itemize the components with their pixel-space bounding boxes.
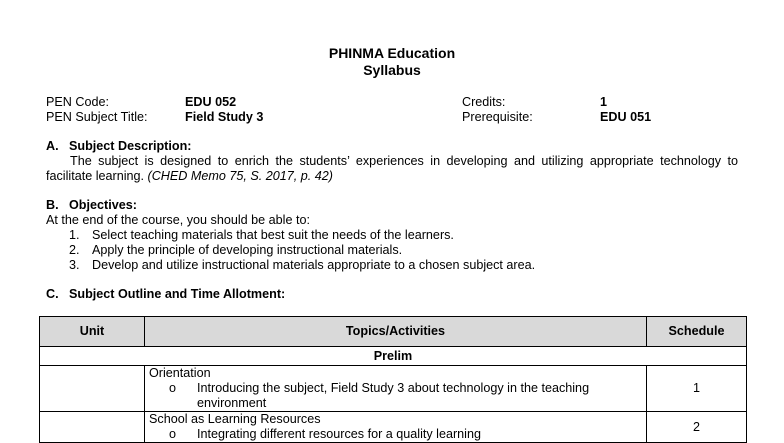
section-a-heading: Subject Description: — [69, 139, 192, 153]
table-header-row — [40, 317, 747, 347]
subject-title-label: PEN Subject Title: — [46, 110, 148, 124]
credits-value: 1 — [600, 95, 608, 109]
bullet-marker: o — [169, 381, 177, 395]
document-type-title: Syllabus — [363, 62, 421, 78]
schedule-cell: 2 — [647, 412, 747, 443]
section-b-heading: Objectives: — [69, 198, 137, 212]
objective-number: 1. — [69, 228, 80, 242]
objective-text: Select teaching materials that best suit the needs of the learners. — [92, 228, 454, 242]
credits-label: Credits: — [462, 95, 506, 109]
section-c-letter: C. — [46, 287, 59, 301]
objective-text: Apply the principle of developing instructional materials. — [92, 243, 403, 257]
schedule-column-header: Schedule — [647, 317, 747, 347]
prerequisite-value: EDU 051 — [600, 110, 652, 124]
unit-cell — [40, 366, 145, 412]
table-row — [40, 366, 747, 412]
topic-bullet-text: Integrating different resources for a quality learning — [197, 427, 481, 441]
topics-cell — [145, 366, 647, 412]
topic-bullet-text: Introducing the subject, Field Study 3 about technology in the teaching environment — [197, 381, 590, 410]
section-a-letter: A. — [46, 139, 59, 153]
topic-bullet — [145, 427, 646, 442]
section-c-heading: Subject Outline and Time Allotment: — [69, 287, 286, 301]
subject-title-value: Field Study 3 — [185, 110, 264, 124]
topic-title: School as Learning Resources — [149, 412, 321, 426]
section-b-letter: B. — [46, 198, 59, 212]
topic-bullet — [145, 381, 646, 411]
topics-column-header: Topics/Activities — [145, 317, 647, 347]
term-row — [40, 347, 747, 366]
document-org-title: PHINMA Education — [328, 45, 456, 61]
topics-cell — [145, 412, 647, 443]
objective-number: 3. — [69, 258, 80, 272]
unit-cell — [40, 412, 145, 443]
bullet-marker: o — [169, 427, 177, 441]
subject-description-citation: (CHED Memo 75, S. 2017, p. 42) — [147, 169, 334, 183]
objective-number: 2. — [69, 243, 80, 257]
schedule-cell: 1 — [647, 366, 747, 412]
subject-outline-table — [39, 316, 747, 443]
unit-column-header: Unit — [40, 317, 145, 347]
subject-description — [46, 154, 738, 184]
topic-title: Orientation — [149, 366, 211, 380]
pen-code-value: EDU 052 — [185, 95, 237, 109]
objectives-intro: At the end of the course, you should be able to: — [46, 213, 310, 227]
subject-description-text: The subject is designed to enrich the students’ experiences in developing and utilizing appropriate technology to facilitate learning. — [46, 154, 738, 183]
objective-text: Develop and utilize instructional materials appropriate to a chosen subject area. — [92, 258, 536, 272]
table-row — [40, 412, 747, 443]
term-label: Prelim — [40, 347, 747, 366]
pen-code-label: PEN Code: — [46, 95, 109, 109]
prerequisite-label: Prerequisite: — [462, 110, 533, 124]
